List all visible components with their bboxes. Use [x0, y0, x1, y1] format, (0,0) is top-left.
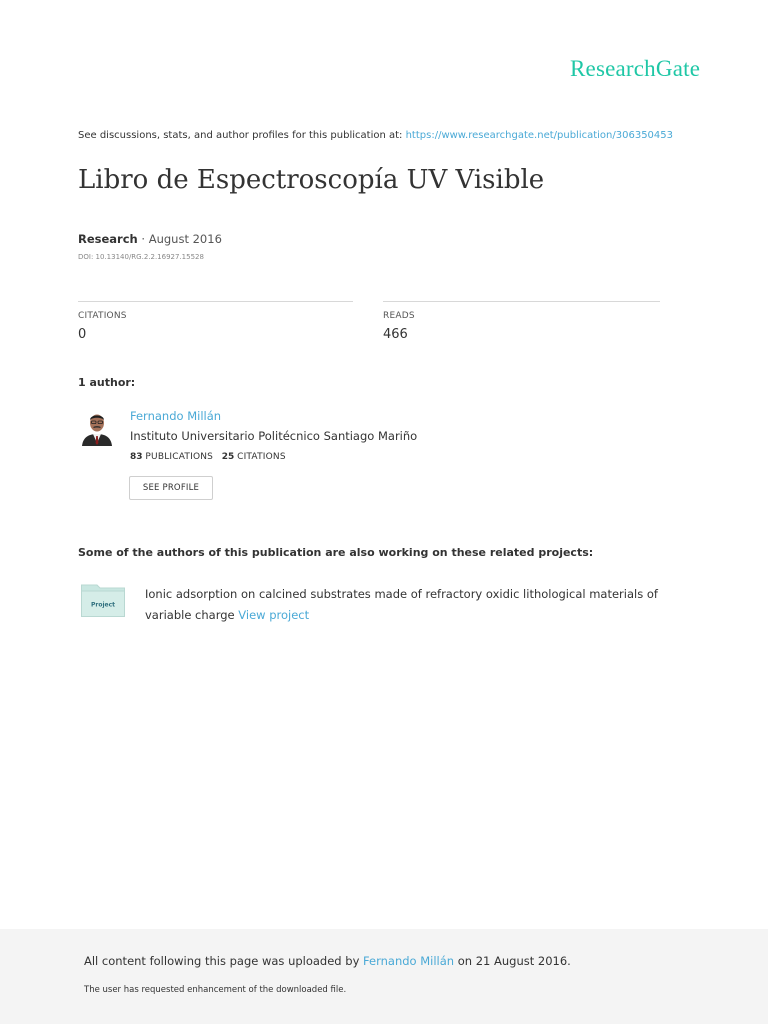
- project-entry: [145, 584, 685, 626]
- author-avatar[interactable]: [80, 410, 114, 446]
- footer-note: The user has requested enhancement of the downloaded file.: [84, 985, 347, 995]
- authors-heading: 1 author:: [78, 376, 136, 389]
- publication-meta: [78, 232, 222, 246]
- publication-doi: DOI: 10.13140/RG.2.2.16927.15528: [78, 253, 204, 261]
- author-publications-label: PUBLICATIONS: [145, 452, 214, 462]
- reads-value: 466: [383, 327, 408, 342]
- project-folder-shape: [81, 583, 125, 617]
- project-folder-icon: [81, 583, 125, 617]
- author-citations-label: CITATIONS: [237, 452, 286, 462]
- publication-date: · August 2016: [141, 232, 222, 246]
- discussions-line: [78, 130, 673, 141]
- publication-type: Research: [78, 232, 138, 246]
- project-description: Ionic adsorption on calcined substrates made of refractory oxidic lithological materials of variable charge: [145, 587, 658, 622]
- citations-value: 0: [78, 327, 87, 342]
- see-profile-button[interactable]: SEE PROFILE: [129, 476, 213, 500]
- footer-upload-line: [84, 954, 571, 968]
- author-institution: Instituto Universitario Politécnico Santiago Mariño: [130, 429, 418, 443]
- author-citations-count: 25: [221, 452, 235, 462]
- author-photo-icon: [80, 410, 114, 446]
- project-icon-label: Project: [90, 601, 116, 609]
- footer-uploaded-prefix: All content following this page was uploaded by: [84, 954, 360, 968]
- publication-url-link[interactable]: https://www.researchgate.net/publication/306350453: [405, 130, 674, 141]
- related-projects-heading: Some of the authors of this publication are also working on these related projects:: [78, 546, 594, 559]
- publication-title: Libro de Espectroscopía UV Visible: [78, 165, 545, 195]
- reads-divider: [383, 301, 660, 302]
- citations-label: CITATIONS: [78, 311, 127, 321]
- footer: [0, 929, 768, 1024]
- researchgate-logo[interactable]: ResearchGate: [570, 56, 701, 81]
- author-publications-count: 83: [130, 452, 143, 462]
- reads-label: READS: [383, 311, 415, 321]
- discussions-text: See discussions, stats, and author profiles for this publication at:: [78, 130, 403, 141]
- author-name-link[interactable]: Fernando Millán: [130, 409, 222, 423]
- citations-divider: [78, 301, 353, 302]
- author-stats: [130, 452, 286, 462]
- view-project-link[interactable]: View project: [238, 608, 310, 622]
- footer-uploader-link[interactable]: Fernando Millán: [363, 954, 455, 968]
- footer-uploaded-suffix: on 21 August 2016.: [457, 954, 571, 968]
